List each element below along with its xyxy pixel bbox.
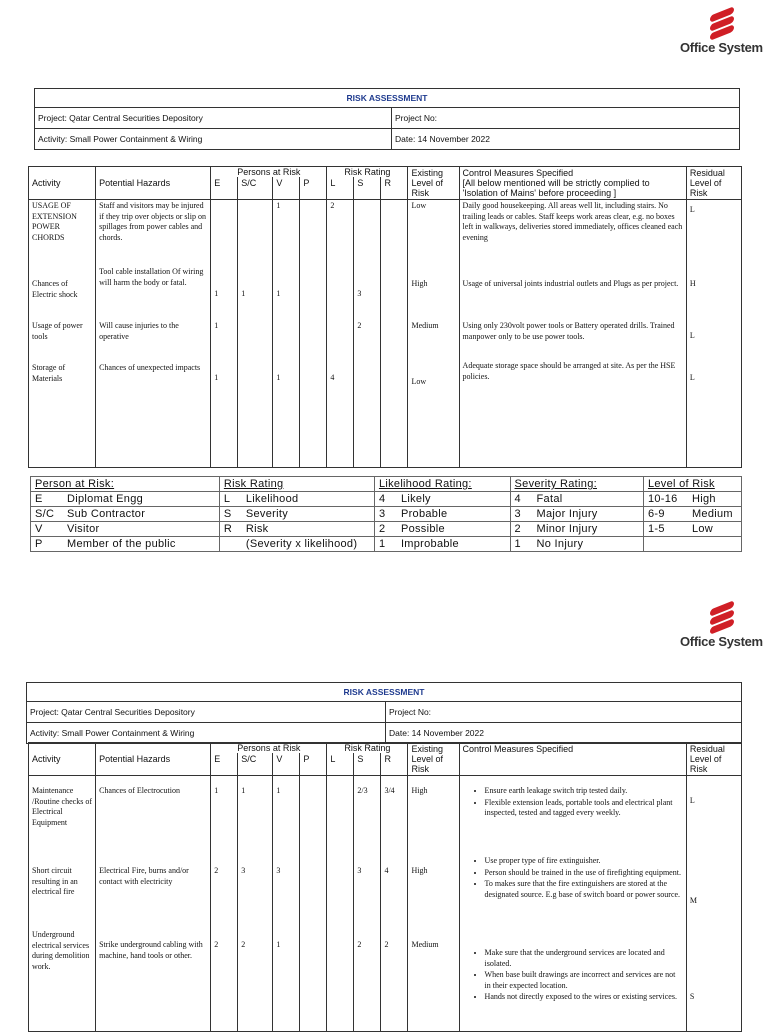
logo-mark-icon: [706, 602, 736, 632]
legend-header-likelihood: Likelihood Rating:: [374, 477, 510, 492]
row-e: 1 2 2: [211, 776, 238, 1032]
row-residual: L H L L: [686, 200, 741, 468]
row-e: 1 1 1: [211, 200, 238, 468]
legend-header-rating: Risk Rating: [219, 477, 374, 492]
legend-header-person: Person at Risk:: [31, 477, 220, 492]
col-v: V: [273, 177, 300, 199]
col-control: Control Measures Specified [All below mentioned will be strictly complied to 'Isolation of Mains' before proceeding ]: [459, 167, 686, 200]
legend-row: E Diplomat Engg L Likelihood 4 Likely 4 Fatal 10-16 High: [31, 492, 742, 507]
project-number: Project No:: [392, 108, 740, 129]
project-number: Project No:: [386, 702, 742, 723]
header-table-page2: [26, 682, 742, 744]
legend-row: P Member of the public (Severity x likelihood) 1 Improbable 1 No Injury: [31, 537, 742, 552]
col-activity: Activity: [29, 167, 96, 200]
row-v: 1 3 1: [273, 776, 300, 1032]
col-existing: Existing Level of Risk: [408, 167, 459, 200]
control-note: [All below mentioned will be strictly complied to 'Isolation of Mains' before proceeding ]: [462, 178, 650, 198]
col-residual: Residual Level of Risk: [686, 167, 741, 200]
col-existing: Existing Level of Risk: [408, 743, 459, 776]
logo-text: Office System: [680, 40, 763, 55]
logo-mark-icon: [706, 8, 736, 38]
row-activity: USAGE OF EXTENSION POWER CHORDS Chances of Electric shock Usage of power tools Storage of Materials: [29, 200, 96, 468]
row-existing: High High Medium: [408, 776, 459, 1032]
table-row: [29, 200, 742, 468]
legend-row: V Visitor R Risk 2 Possible 2 Minor Injury 1-5 Low: [31, 522, 742, 537]
row-v: 1 1 1: [273, 200, 300, 468]
col-hazards: Potential Hazards: [96, 743, 211, 776]
col-persons: Persons at Risk: [211, 743, 327, 754]
assessment-date: Date: 14 November 2022: [386, 723, 742, 744]
row-p: [300, 200, 327, 468]
company-logo-page2: [680, 602, 763, 649]
row-sc: 1 3 2: [238, 776, 273, 1032]
project-name: Project: Qatar Central Securities Depository: [27, 702, 386, 723]
company-logo: [680, 8, 763, 55]
col-s: S: [354, 753, 381, 775]
col-sc: S/C: [238, 177, 273, 199]
row-residual: L M S: [686, 776, 741, 1032]
row-r: [381, 200, 408, 468]
row-s: 3 2: [354, 200, 381, 468]
col-l: L: [327, 177, 354, 199]
row-hazard: Staff and visitors may be injured if they trip over objects or slip on spillages from power cables and chords. Tool cable installation Of wiring will harm the body or fatal. Will cause injuries to the operative Chances of unexpected impacts: [96, 200, 211, 468]
row-control: Daily good housekeeping. All areas well lit, including stairs. No trailing leads or cables. Staff keeps work areas clear, e.g. no boxes left in walkways, deliveries stored immediately, offices cleaned each evening Usage of universal joints industrial outlets and Plugs as per project. Using only 230volt power tools or Battery operated drills. Trained manpower only to be use power tools. Adequate storage space should be arranged at site. As per the HSE policies.: [459, 200, 686, 468]
legend-header-level: Level of Risk: [643, 477, 741, 492]
col-activity: Activity: [29, 743, 96, 776]
header-title: RISK ASSESSMENT: [27, 683, 742, 702]
logo-text: Office System: [680, 634, 763, 649]
control-list: • Ensure earth leakage switch trip tested daily. • Flexible extension leads, portable tools and electrical plant inspected, tested and tagged every weekly.: [463, 786, 683, 856]
col-rating: Risk Rating: [327, 743, 408, 754]
col-rating: Risk Rating: [327, 167, 408, 178]
row-s: 2/3 3 2: [354, 776, 381, 1032]
row-control: [459, 776, 686, 1032]
col-residual: Residual Level of Risk: [686, 743, 741, 776]
legend-header-severity: Severity Rating:: [510, 477, 643, 492]
header-table: [34, 88, 740, 150]
col-p: P: [300, 753, 327, 775]
row-hazard: Chances of Electrocution Electrical Fire, burns and/or contact with electricity Strike underground cabling with machine, hand tools or other.: [96, 776, 211, 1032]
col-control: Control Measures Specified: [459, 743, 686, 776]
row-sc: 1: [238, 200, 273, 468]
activity-name: Activity: Small Power Containment & Wiring: [35, 129, 392, 150]
control-list: • Make sure that the underground services are located and isolated. • When base built drawings are incorrect and services are not in their expected location. • Hands not directly exposed to the wires or existing services.: [463, 948, 683, 1003]
legend-row: S/C Sub Contractor S Severity 3 Probable 3 Major Injury 6-9 Medium: [31, 507, 742, 522]
legend-table: [30, 476, 742, 552]
col-e: E: [211, 177, 238, 199]
col-l: L: [327, 753, 354, 775]
header-title: RISK ASSESSMENT: [35, 89, 740, 108]
row-l: [327, 776, 354, 1032]
row-existing: Low High Medium Low: [408, 200, 459, 468]
activity-name: Activity: Small Power Containment & Wiring: [27, 723, 386, 744]
risk-table: [28, 166, 742, 468]
assessment-date: Date: 14 November 2022: [392, 129, 740, 150]
col-sc: S/C: [238, 753, 273, 775]
row-activity: Maintenance /Routine checks of Electrical Equipment Short circuit resulting in an electrical fire Underground electrical services during demolition work.: [29, 776, 96, 1032]
col-e: E: [211, 753, 238, 775]
row-l: 2 4: [327, 200, 354, 468]
col-persons: Persons at Risk: [211, 167, 327, 178]
row-r: 3/4 4 2: [381, 776, 408, 1032]
col-hazards: Potential Hazards: [96, 167, 211, 200]
project-name: Project: Qatar Central Securities Depository: [35, 108, 392, 129]
col-p: P: [300, 177, 327, 199]
col-s: S: [354, 177, 381, 199]
col-r: R: [381, 753, 408, 775]
col-r: R: [381, 177, 408, 199]
col-v: V: [273, 753, 300, 775]
table-row: [29, 776, 742, 1032]
control-list: • Use proper type of fire extinguisher. • Person should be trained in the use of firefighting equipment. • To makes sure that the fire extinguishers are stored at the designated source. E.g base of switch board or power source.: [463, 856, 683, 942]
row-p: [300, 776, 327, 1032]
risk-table-page2: [28, 742, 742, 1032]
